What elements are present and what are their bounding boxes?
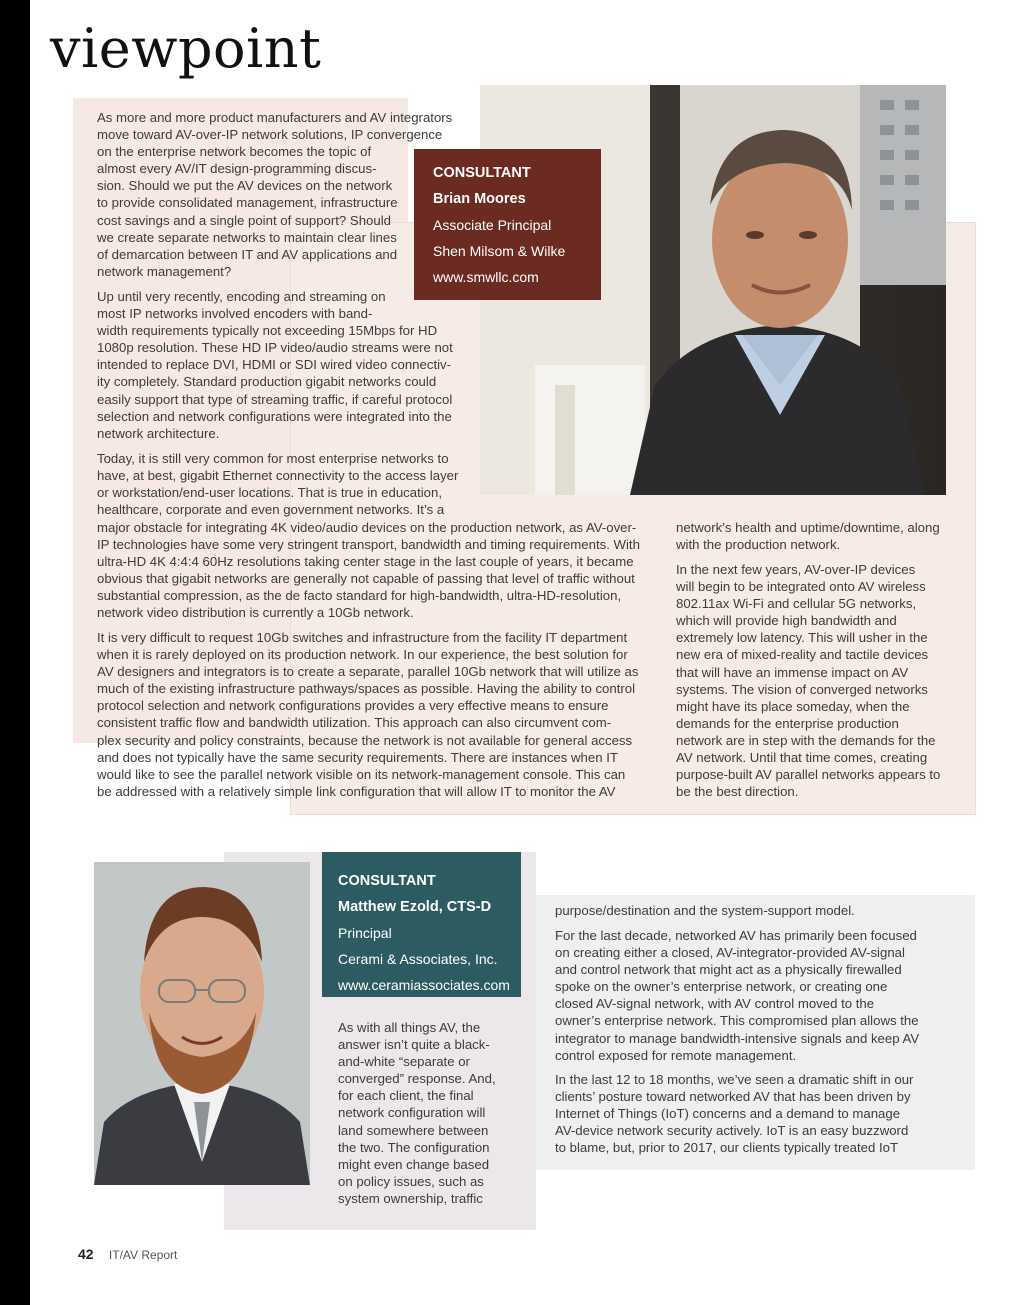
text-line: on the enterprise network becomes the topic of bbox=[97, 144, 372, 160]
consultant1-company: Shen Milsom & Wilke bbox=[433, 243, 566, 259]
text-line: system ownership, traffic bbox=[338, 1190, 483, 1206]
text-line: cost savings and a single point of support? Should bbox=[97, 212, 391, 228]
text-line: and-white “separate or bbox=[338, 1054, 470, 1070]
text-line: will begin to be integrated onto AV wireless bbox=[676, 579, 926, 595]
text-line: owner’s enterprise network. This compromised plan allows the bbox=[555, 1013, 919, 1029]
text-line: easily support that type of streaming traffic, if careful protocol bbox=[97, 391, 453, 407]
text-line: In the last 12 to 18 months, we’ve seen a dramatic shift in our bbox=[555, 1072, 914, 1087]
text-line: sion. Should we put the AV devices on the network bbox=[97, 178, 393, 194]
text-line: to blame, but, prior to 2017, our clients typically treated IoT bbox=[555, 1140, 899, 1156]
publication-name: IT/AV Report bbox=[108, 1248, 178, 1262]
text-line: new era of mixed-reality and tactile devices bbox=[676, 647, 929, 663]
text-line: on policy issues, such as bbox=[338, 1173, 484, 1189]
consultant2-heading: CONSULTANT bbox=[338, 873, 436, 889]
text-line: land somewhere between bbox=[338, 1122, 489, 1138]
text-line: width requirements typically not exceeding 15Mbps for HD bbox=[97, 323, 438, 339]
text-line: AV designers and integrators is to create a separate, parallel 10Gb network that will utilize as bbox=[97, 664, 639, 680]
article1-right-paragraph-2 bbox=[676, 561, 940, 800]
text-line: on creating either a closed, AV-integrator-provided AV-signal bbox=[555, 945, 905, 961]
text-line: to provide consolidated management, infrastructure bbox=[97, 195, 398, 211]
article1-paragraph-1 bbox=[97, 109, 452, 280]
text-line: In the next few years, AV-over-IP devices bbox=[676, 562, 916, 577]
text-line: the two. The configuration bbox=[338, 1139, 490, 1155]
text-line: and does not typically have the same security requirements. There are instances when IT bbox=[97, 749, 618, 765]
text-line: AV-device network security actively. IoT is an easy buzzword bbox=[555, 1123, 909, 1139]
text-line: integrator to manage bandwidth-intensive signals and keep AV bbox=[555, 1030, 920, 1046]
text-line: closed AV-signal network, with AV control moved to the bbox=[555, 996, 875, 1012]
page-number: 42 bbox=[78, 1246, 94, 1262]
consultant2-photo bbox=[94, 862, 310, 1185]
text-line: for each client, the final bbox=[338, 1088, 474, 1104]
text-line: ity completely. Standard production gigabit networks could bbox=[97, 374, 437, 390]
text-line: obvious that gigabit networks are generally not capable of passing that level of traffic without bbox=[97, 571, 635, 587]
text-line: protocol selection and network configurations provides a very effective means to ensure bbox=[97, 698, 609, 714]
article2-right-paragraph-1 bbox=[555, 902, 855, 919]
text-line: As with all things AV, the bbox=[338, 1020, 481, 1035]
article2-right-paragraph-3 bbox=[555, 1071, 913, 1156]
text-line: much of the existing infrastructure pathways/spaces as possible. Having the ability to control bbox=[97, 681, 636, 697]
article1-paragraph-4 bbox=[97, 519, 640, 622]
text-line: 802.11ax Wi-Fi and cellular 5G networks, bbox=[676, 596, 917, 612]
text-line: of demarcation between IT and AV applications and bbox=[97, 246, 398, 262]
text-line: answer isn’t quite a black- bbox=[338, 1037, 490, 1053]
text-line: most IP networks involved encoders with band- bbox=[97, 306, 373, 322]
text-line: that will have an immense impact on AV bbox=[676, 664, 909, 680]
text-line: control exposed for remote management. bbox=[555, 1047, 797, 1063]
consultant1-website[interactable]: www.smwllc.com bbox=[433, 269, 539, 285]
consultant1-heading: CONSULTANT bbox=[433, 165, 531, 181]
text-line: network video distribution is currently a 10Gb network. bbox=[97, 605, 414, 621]
text-line: Today, it is still very common for most enterprise networks to bbox=[97, 451, 449, 466]
consultant2-website[interactable]: www.ceramiassociates.com bbox=[338, 977, 510, 993]
text-line: network configuration will bbox=[338, 1105, 486, 1121]
text-line: extremely low latency. This will usher in the bbox=[676, 630, 928, 646]
text-line: network architecture. bbox=[97, 425, 220, 441]
article1-paragraph-2 bbox=[97, 288, 453, 442]
consultant2-company: Cerami & Associates, Inc. bbox=[338, 951, 498, 967]
page-footer bbox=[78, 1246, 177, 1262]
consultant2-role: Principal bbox=[338, 925, 392, 941]
text-line: AV network. Until that time comes, creating bbox=[676, 750, 928, 766]
text-line: Internet of Things (IoT) concerns and a demand to manage bbox=[555, 1106, 901, 1122]
text-line: or workstation/end-user locations. That is true in education, bbox=[97, 485, 443, 501]
text-line: with the production network. bbox=[676, 537, 841, 553]
text-line: might have its place someday, when the bbox=[676, 698, 910, 714]
text-line: Up until very recently, encoding and streaming on bbox=[97, 289, 386, 304]
text-line: demands for the enterprise production bbox=[676, 715, 899, 731]
consultant1-name: Brian Moores bbox=[433, 191, 526, 207]
article1-paragraph-3 bbox=[97, 450, 458, 518]
text-line: As more and more product manufacturers and AV integrators bbox=[97, 110, 453, 125]
text-line: healthcare, corporate and even government networks. It’s a bbox=[97, 502, 445, 518]
text-line: spoke on the owner’s enterprise network, or creating one bbox=[555, 979, 888, 995]
text-line: might even change based bbox=[338, 1156, 490, 1172]
text-line: purpose-built AV parallel networks appears to bbox=[676, 767, 941, 783]
text-line: would like to see the parallel network visible on its network-management console. This can bbox=[97, 766, 626, 782]
text-line: which will provide high bandwidth and bbox=[676, 613, 897, 629]
consultant2-name: Matthew Ezold, CTS-D bbox=[338, 899, 492, 915]
text-line: systems. The vision of converged networks bbox=[676, 681, 928, 697]
text-line: network management? bbox=[97, 263, 232, 279]
article1-right-paragraph-1 bbox=[676, 519, 940, 553]
consultant1-role: Associate Principal bbox=[433, 217, 552, 233]
page-title: viewpoint bbox=[50, 17, 322, 80]
text-line: plex security and policy constraints, because the network is not available for general access bbox=[97, 732, 633, 748]
text-line: network are in step with the demands for the bbox=[676, 732, 936, 748]
article2-left-paragraph bbox=[338, 1019, 496, 1207]
text-line: clients’ posture toward networked AV that has been driven by bbox=[555, 1089, 911, 1105]
text-line: substantial compression, as the de facto standard for high-bandwidth, ultra-HD-resolution, bbox=[97, 588, 622, 604]
text-line: intended to replace DVI, HDMI or SDI wired video connectiv- bbox=[97, 357, 452, 373]
text-line: For the last decade, networked AV has primarily been focused bbox=[555, 928, 917, 943]
text-line: network’s health and uptime/downtime, along bbox=[676, 520, 940, 535]
text-line: be addressed with a relatively simple link configuration that will allow IT to monitor the AV bbox=[97, 783, 616, 799]
text-line: IP technologies have some very stringent transport, bandwidth and timing requirements. With bbox=[97, 537, 640, 553]
text-line: selection and network configurations were integrated into the bbox=[97, 408, 452, 424]
article2-right-paragraph-2 bbox=[555, 927, 919, 1064]
text-line: major obstacle for integrating 4K video/audio devices on the production network, as AV-over- bbox=[97, 520, 637, 535]
text-line: purpose/destination and the system-support model. bbox=[555, 903, 855, 918]
text-line: converged” response. And, bbox=[338, 1071, 496, 1087]
text-line: we create separate networks to maintain clear lines bbox=[97, 229, 397, 245]
text-line: and control network that might act as a physically firewalled bbox=[555, 962, 902, 978]
text-line: have, at best, gigabit Ethernet connectivity to the access layer bbox=[97, 468, 459, 484]
text-line: 1080p resolution. These HD IP video/audio streams were not bbox=[97, 340, 453, 356]
article1-paragraph-5 bbox=[97, 629, 638, 800]
text-line: move toward AV-over-IP network solutions, IP convergence bbox=[97, 127, 443, 143]
consultant2-card bbox=[322, 852, 521, 997]
text-line: when it is rarely deployed on its production network. In our experience, the best solution for bbox=[97, 647, 628, 663]
text-line: ultra-HD 4K 4:4:4 60Hz resolutions taking center stage in the last couple of years, it became bbox=[97, 554, 634, 570]
text-line: almost every AV/IT design-programming discus- bbox=[97, 161, 377, 177]
text-line: consistent traffic flow and bandwidth utilization. This approach can also circumvent com- bbox=[97, 715, 612, 731]
text-line: be the best direction. bbox=[676, 784, 799, 800]
page-spine bbox=[0, 0, 30, 1305]
text-line: It is very difficult to request 10Gb switches and infrastructure from the facility IT department bbox=[97, 630, 628, 645]
